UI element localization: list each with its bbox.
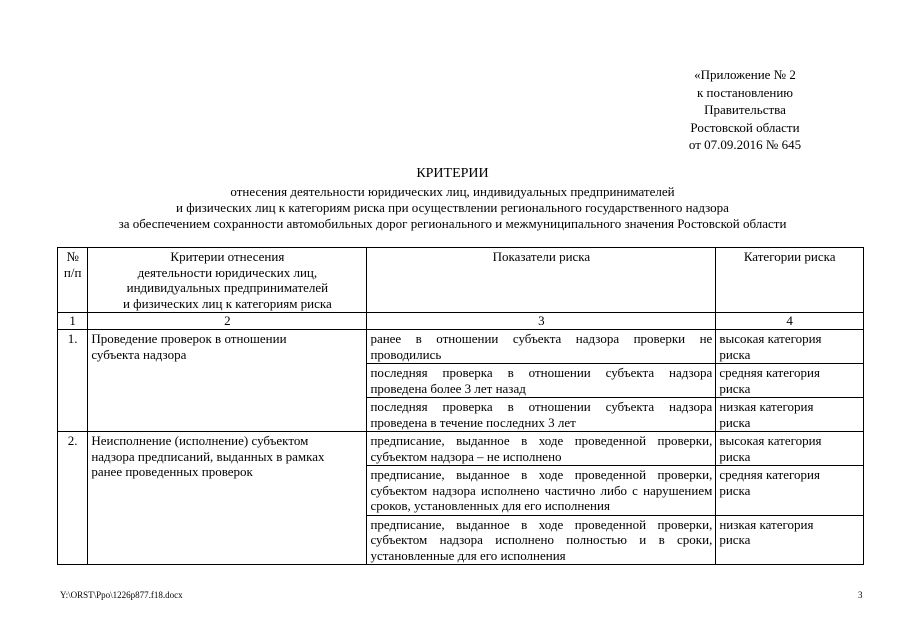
category-cell: низкая категория риска [716, 515, 864, 565]
appendix-line: от 07.09.2016 № 645 [688, 137, 802, 152]
indicator-cell: ранее в отношении субъекта надзора проверки не проводились [367, 330, 716, 364]
category-cell: средняя категория риска [716, 466, 864, 516]
appendix-line: Правительства [704, 102, 786, 117]
document-title [40, 165, 865, 232]
criterion-cell: Неисполнение (исполнение) субъектом надзора предписаний, выданных в рамках ранее проведенных проверок [88, 432, 367, 565]
header-indicators: Показатели риска [367, 248, 716, 313]
column-number: 2 [88, 313, 367, 330]
category-cell: низкая категория риска [716, 398, 864, 432]
header-criteria: Критерии отнесения деятельности юридических лиц, индивидуальных предпринимателей и физических лиц к категориям риска [88, 248, 367, 313]
title-subline: отнесения деятельности юридических лиц, индивидуальных предпринимателей [230, 184, 675, 199]
title-main: КРИТЕРИИ [416, 166, 489, 181]
indicator-cell: предписание, выданное в ходе проведенной проверки, субъектом надзора исполнено полностью и в сроки, установленные для его исполнения [367, 515, 716, 565]
title-subline: и физических лиц к категориям риска при осуществлении регионального государственного надзора [176, 200, 729, 215]
footer-page-number: 3 [858, 590, 863, 600]
footer-file-path: Y:\ORST\Ppo\1226p877.f18.docx [60, 590, 183, 600]
appendix-line: Ростовской области [690, 119, 800, 135]
appendix-line: к постановлению [696, 84, 794, 100]
criteria-table [57, 247, 864, 565]
category-cell: средняя категория риска [716, 364, 864, 398]
table-row [58, 330, 864, 364]
column-number: 3 [367, 313, 716, 330]
row-num: 2. [58, 432, 88, 565]
indicator-cell: последняя проверка в отношении субъекта надзора проведена более 3 лет назад [367, 364, 716, 398]
appendix-line: «Приложение № 2 [694, 67, 796, 82]
title-subline: за обеспечением сохранности автомобильных дорог регионального и межмуниципального значения Ростовской области [118, 216, 787, 231]
table-header-row [58, 248, 864, 313]
column-number: 1 [58, 313, 88, 330]
indicator-cell: предписание, выданное в ходе проведенной проверки, субъектом надзора – не исполнено [367, 432, 716, 466]
header-num: № п/п [58, 248, 88, 313]
category-cell: высокая категория риска [716, 330, 864, 364]
indicator-cell: последняя проверка в отношении субъекта надзора проведена в течение последних 3 лет [367, 398, 716, 432]
column-number-row [58, 313, 864, 330]
indicator-cell: предписание, выданное в ходе проведенной проверки, субъектом надзора исполнено частично либо с нарушением сроков, установленных для его исполнения [367, 466, 716, 516]
row-num: 1. [58, 330, 88, 432]
header-categories: Категории риска [716, 248, 864, 313]
criterion-cell: Проведение проверок в отношении субъекта надзора [88, 330, 367, 432]
column-number: 4 [716, 313, 864, 330]
table-row [58, 432, 864, 466]
category-cell: высокая категория риска [716, 432, 864, 466]
appendix-reference [640, 66, 850, 154]
